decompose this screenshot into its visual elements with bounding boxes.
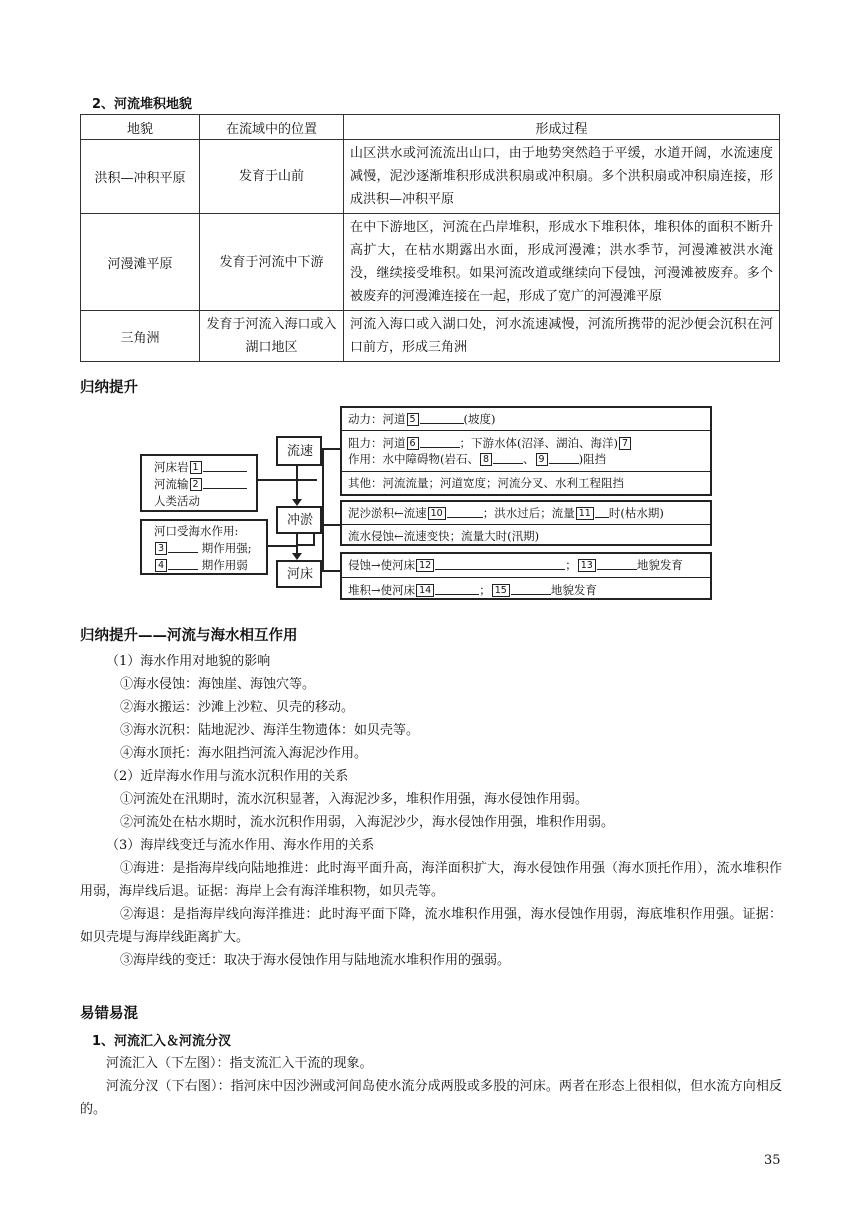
arrow-down-icon: [296, 466, 298, 502]
blank-number: 10: [428, 507, 446, 520]
blank-number: 6: [407, 437, 419, 450]
blank-number: 14: [416, 584, 434, 597]
factor-label: 河流输: [154, 477, 189, 491]
connector-line: [322, 448, 340, 450]
flow-factor-box: 动力：河道 5 (坡度) 阻力：河道 6 ；下游水体(沼泽、湖泊、海洋) 7 作用：水中障碍物(岩石、 8 、 9 )阻挡 其他：河流流量；河道宽度；河流分叉、水利工程阻挡: [340, 406, 712, 496]
paragraph: （1）海水作用对地貌的影响: [106, 654, 271, 669]
paragraph: ②河流处在枯水期时，流水沉积作用弱，入海泥沙少，海水侵蚀作用强，堆积作用弱。: [120, 815, 615, 830]
connector-line: [297, 479, 317, 481]
paragraph: ①海进：是指海岸线向陆地推进：此时海平面升高，海洋面积扩大，海水侵蚀作用强（海水顶托作用），流水堆积作用弱，海岸线后退。证据：海岸上会有海洋堆积物，如贝壳等。: [80, 861, 782, 899]
silt-factor-box: 泥沙淤积←流速 10 ；洪水过后；流量 11 时(枯水期) 流水侵蚀←流速变快；流量大时(汛期): [340, 500, 712, 546]
blank-number: 2: [190, 478, 202, 491]
connector-line: [268, 545, 298, 547]
table-cell-position: 发育于河流中下游: [200, 214, 344, 311]
table-cell-process: 山区洪水或河流流出山口，由于地势突然趋于平缓，水道开阔，水流速度减慢，泥沙逐渐堆积形成洪积扇或冲积扇。多个洪积扇或冲积扇连接，形成洪积—冲积平原: [344, 140, 780, 214]
blank-number: 8: [480, 453, 492, 466]
blank-number: 7: [619, 437, 631, 450]
page-number: 35: [764, 1153, 781, 1168]
factor-box: [140, 454, 258, 512]
interaction-heading: 归纳提升——河流与海水相互作用: [80, 628, 298, 644]
table-header-cell: 形成过程: [344, 115, 780, 140]
table-header-cell: 在流域中的位置: [200, 115, 344, 140]
section-heading: 2、河流堆积地貌: [92, 97, 193, 112]
paragraph: 河流汇入（下左图）：指支流汇入干流的现象。: [106, 1056, 373, 1071]
factor-label: 河口受海水作用:: [154, 524, 239, 538]
paragraph: ①河流处在汛期时，流水沉积显著，入海泥沙多，堆积作用强，海水侵蚀作用弱。: [120, 792, 589, 807]
table-row: [81, 311, 780, 362]
center-box-bed: 河床: [276, 560, 322, 588]
summary-heading: 归纳提升: [80, 380, 138, 396]
interaction-text: [80, 650, 782, 972]
connector-line: [322, 448, 324, 572]
arrow-head-icon: [292, 553, 302, 560]
paragraph: ④海水顶托：海水阻挡河流入海泥沙作用。: [120, 746, 368, 761]
center-box-silt: 冲淤: [276, 506, 322, 534]
blank-number: 11: [576, 507, 594, 520]
mistakes-heading: 易错易混: [80, 1006, 138, 1022]
connector-line: [322, 524, 340, 526]
paragraph: ②海水搬运：沙滩上沙粒、贝壳的移动。: [120, 700, 355, 715]
blank-number: 1: [190, 461, 202, 474]
table-cell-process: 河流入海口或入湖口处，河水流速减慢，河流所携带的泥沙便会沉积在河口前方，形成三角洲: [344, 311, 780, 362]
paragraph: （3）海岸线变迁与流水作用、海水作用的关系: [106, 838, 375, 853]
blank-number: 4: [155, 559, 167, 572]
table-cell-landform: 三角洲: [81, 311, 200, 362]
factor-label: 河床岩: [154, 460, 189, 474]
paragraph: ①海水侵蚀：海蚀崖、海蚀穴等。: [120, 677, 316, 692]
table-header-cell: 地貌: [81, 115, 200, 140]
paragraph: ②海退：是指海岸线向海洋推进：此时海平面下降，流水堆积作用强，海水侵蚀作用弱，海底堆积作用强。证据：如贝壳堤与海岸线距离扩大。: [80, 907, 782, 945]
table-row: [81, 214, 780, 311]
connector-line: [258, 479, 298, 481]
table-header-row: [81, 115, 780, 140]
connector-line: [297, 544, 313, 546]
mistake-subheading: 1、河流汇入＆河流分汊: [92, 1034, 232, 1049]
blank-number: 9: [536, 453, 548, 466]
paragraph: （2）近岸海水作用与流水沉积作用的关系: [106, 769, 349, 784]
blank-number: 12: [416, 559, 434, 572]
landform-table: [80, 114, 780, 362]
blank-number: 15: [492, 584, 510, 597]
blank-number: 3: [155, 542, 167, 555]
table-cell-position: 发育于河流入海口或入湖口地区: [200, 311, 344, 362]
connector-line: [322, 570, 340, 572]
mistake-text: [80, 1052, 782, 1121]
table-cell-landform: 洪积—冲积平原: [81, 140, 200, 214]
table-cell-landform: 河漫滩平原: [81, 214, 200, 311]
table-cell-process: 在中下游地区，河流在凸岸堆积，形成水下堆积体，堆积体的面积不断升高扩大，在枯水期露出水面，形成河漫滩；洪水季节，河漫滩被洪水淹没，继续接受堆积。如果河流改道或继续向下侵蚀，河漫滩被废弃。多个被废弃的河漫滩连接在一起，形成了宽广的河漫滩平原: [344, 214, 780, 311]
factor-box: 河口受海水作用: 3 期作用强; 4 期作用弱: [140, 519, 268, 575]
paragraph: ③海岸线的变迁：取决于海水侵蚀作用与陆地流水堆积作用的强弱。: [120, 953, 511, 968]
blank-number: 5: [407, 413, 419, 426]
arrow-head-icon: [292, 499, 302, 506]
blank-number: 13: [578, 559, 596, 572]
paragraph: ③海水沉积：陆地泥沙、海洋生物遗体：如贝壳等。: [120, 723, 420, 738]
table-row: [81, 140, 780, 214]
bed-factor-box: 侵蚀→使河床 12 ； 13 地貌发育 堆积→使河床 14 ； 15 地貌发育: [340, 552, 712, 600]
table-cell-position: 发育于山前: [200, 140, 344, 214]
factor-label: 人类活动: [154, 494, 200, 508]
center-box-flow: 流速: [276, 436, 322, 466]
paragraph: 河流分汊（下右图）：指河床中因沙洲或河间岛使水流分成两股或多股的河床。两者在形态上很相似，但水流方向相反的。: [80, 1079, 782, 1117]
concept-diagram: [140, 404, 712, 604]
